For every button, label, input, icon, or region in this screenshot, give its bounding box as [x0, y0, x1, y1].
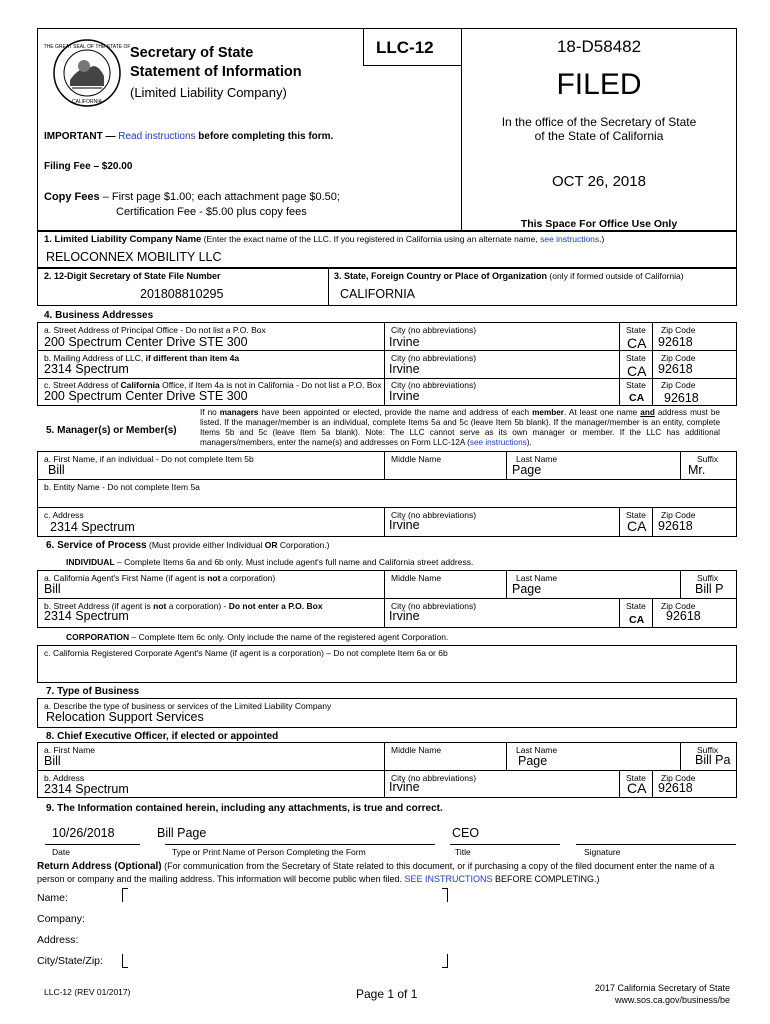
filed-stamp: FILED	[556, 68, 642, 101]
type-of-business[interactable]: Relocation Support Services	[46, 710, 204, 724]
ceo-suffix[interactable]: Bill Pa	[695, 753, 731, 767]
date-caption: Date	[52, 847, 70, 857]
item5a-label: a. First Name, if an individual - Do not complete Item 5b	[44, 454, 254, 464]
return-city-label: City/State/Zip:	[37, 955, 103, 967]
manager-city[interactable]: Irvine	[389, 518, 420, 532]
mailing-city[interactable]: Irvine	[389, 362, 420, 376]
ceo-zip[interactable]: 92618	[658, 781, 693, 795]
manager-suffix[interactable]: Mr.	[688, 463, 706, 477]
item3-label: 3. State, Foreign Country or Place of Organization (only if formed outside of California)	[334, 271, 684, 281]
filed-date: OCT 26, 2018	[552, 173, 646, 190]
item5-instructions: If no managers have been appointed or elected, provide the name and address of each member. At least one name and address must be listed. If the manager/member is an individual, complete Items 5a and 5c (leave Item 5b blank). If the manager/member is an entity, complete Items 5b and 5c (leave Item 5a blank). Note: The LLC cannot serve as its own manager or member. If the LLC has additional managers/members, enter the name(s) and addresses on Form LLC-12A (see instructions).	[200, 408, 720, 447]
return-name-label: Name:	[37, 892, 68, 904]
manager-street[interactable]: 2314 Spectrum	[50, 520, 135, 534]
california-office-state[interactable]: CA	[629, 392, 645, 404]
principal-city[interactable]: Irvine	[389, 335, 420, 349]
item4-label: 4. Business Addresses	[44, 310, 154, 321]
mailing-zip[interactable]: 92618	[658, 362, 693, 376]
certification-fee: Certification Fee - $5.00 plus copy fees	[116, 206, 307, 218]
form-revision: LLC-12 (REV 01/2017)	[44, 987, 131, 997]
signer-title[interactable]: CEO	[452, 826, 480, 840]
return-company-label: Company:	[37, 913, 85, 925]
return-address-field[interactable]	[122, 888, 448, 968]
state-seal-icon	[43, 36, 131, 110]
item6a-label: a. California Agent's First Name (if agent is not a corporation)	[44, 573, 276, 583]
item8b-label: b. Address	[44, 773, 85, 783]
california-office-zip[interactable]: 92618	[664, 391, 699, 405]
page-number: Page 1 of 1	[356, 987, 418, 1001]
return-address-note: Return Address (Optional) (For communication from the Secretary of State related to this document, or if purchasing a copy of the filed document enter the name of a person or company and the mailing address. This information will become public when filed. SEE INSTRUCTIONS BEFORE COMPLETING.)	[37, 861, 715, 884]
item5b-label: b. Entity Name - Do not complete Item 5a	[44, 482, 200, 492]
llc-name[interactable]: RELOCONNEX MOBILITY LLC	[46, 250, 222, 264]
principal-zip[interactable]: 92618	[658, 335, 693, 349]
return-address-label: Address:	[37, 934, 79, 946]
item1-instructions-link[interactable]: see instructions	[540, 234, 600, 244]
footer-url: www.sos.ca.gov/business/be	[614, 995, 730, 1005]
copyright: 2017 California Secretary of State	[594, 983, 730, 993]
filing-fee: Filing Fee – $20.00	[44, 161, 133, 172]
item1-label: 1. Limited Liability Company Name (Enter the exact name of the LLC. If you registered in California using an alternate name, see instructions.)	[44, 234, 605, 245]
important-note: IMPORTANT — Read instructions before completing this form.	[44, 131, 334, 142]
mailing-state[interactable]: CA	[627, 363, 647, 379]
signer-name[interactable]: Bill Page	[157, 826, 207, 840]
principal-state[interactable]: CA	[627, 335, 647, 351]
agent-street[interactable]: 2314 Spectrum	[44, 609, 129, 623]
title-line-2: Statement of Information	[130, 64, 302, 80]
item8a-label: a. First Name	[44, 745, 96, 755]
form-code: LLC-12	[376, 38, 434, 57]
sos-file-number[interactable]: 201808810295	[140, 287, 224, 301]
agent-zip[interactable]: 92618	[666, 609, 701, 623]
signing-date[interactable]: 10/26/2018	[52, 826, 115, 840]
item4c-label: c. Street Address of California Office, if Item 4a is not in California - Do not list a P.O. Box	[44, 380, 382, 390]
item2-label: 2. 12-Digit Secretary of State File Number	[44, 271, 221, 281]
mailing-street[interactable]: 2314 Spectrum	[44, 362, 129, 376]
agent-suffix[interactable]: Bill P	[695, 582, 724, 596]
ceo-state[interactable]: CA	[627, 780, 647, 796]
agent-city[interactable]: Irvine	[389, 609, 420, 623]
manager-state[interactable]: CA	[627, 518, 647, 534]
read-instructions-link[interactable]: Read instructions	[118, 131, 196, 142]
item9-label: 9. The Information contained herein, including any attachments, is true and correct.	[46, 803, 443, 814]
ceo-first-name[interactable]: Bill	[44, 754, 61, 768]
item5-label: 5. Manager(s) or Member(s)	[46, 425, 177, 436]
california-office-city[interactable]: Irvine	[389, 389, 420, 403]
office-use-note: This Space For Office Use Only	[520, 218, 678, 230]
item6-individual-note: INDIVIDUAL – Complete Items 6a and 6b only. Must include agent's full name and California street address.	[66, 557, 474, 567]
see-instructions-link[interactable]: SEE INSTRUCTIONS	[404, 874, 493, 884]
item8-label: 8. Chief Executive Officer, if elected or appointed	[46, 731, 279, 742]
ceo-city[interactable]: Irvine	[389, 780, 420, 794]
ceo-street[interactable]: 2314 Spectrum	[44, 782, 129, 796]
signature-caption: Signature	[584, 847, 621, 857]
manager-zip[interactable]: 92618	[658, 519, 693, 533]
manager-last-name[interactable]: Page	[512, 463, 542, 477]
copy-fees: Copy Fees – First page $1.00; each attachment page $0.50;	[44, 191, 340, 203]
agent-state[interactable]: CA	[629, 614, 645, 626]
seal-text-top: THE GREAT SEAL OF THE STATE OF	[43, 44, 131, 50]
agent-first-name[interactable]: Bill	[44, 582, 61, 596]
seal-text-bottom: CALIFORNIA	[71, 99, 103, 105]
agent-last-name[interactable]: Page	[512, 582, 542, 596]
title-line-3: (Limited Liability Company)	[130, 85, 287, 100]
name-caption: Type or Print Name of Person Completing the Form	[172, 847, 366, 857]
place-of-organization[interactable]: CALIFORNIA	[340, 287, 416, 301]
manager-first-name[interactable]: Bill	[48, 463, 65, 477]
item4a-label: a. Street Address of Principal Office - Do not list a P.O. Box	[44, 325, 266, 335]
office-line-2: of the State of California	[534, 129, 664, 143]
principal-street[interactable]: 200 Spectrum Center Drive STE 300	[44, 335, 248, 349]
item6b-label: b. Street Address (if agent is not a corporation) - Do not enter a P.O. Box	[44, 601, 323, 611]
item5-instructions-link[interactable]: see instructions	[469, 438, 527, 447]
ceo-last-name[interactable]: Page	[518, 754, 548, 768]
item6-corporation-note: CORPORATION – Complete Item 6c only. Only include the name of the registered agent Corporation.	[66, 632, 449, 642]
item7-label: 7. Type of Business	[46, 686, 140, 697]
file-number: 18-D58482	[556, 37, 642, 56]
item7a-label: a. Describe the type of business or services of the Limited Liability Company	[44, 701, 332, 711]
office-line-1: In the office of the Secretary of State	[501, 115, 697, 129]
title-line-1: Secretary of State	[130, 45, 254, 61]
item5c-label: c. Address	[44, 510, 84, 520]
item4b-label: b. Mailing Address of LLC, if different than item 4a	[44, 353, 240, 363]
item6-label: 6. Service of Process (Must provide either Individual OR Corporation.)	[46, 540, 330, 551]
title-caption: Title	[455, 847, 471, 857]
item6c-label: c. California Registered Corporate Agent's Name (if agent is a corporation) – Do not complete Item 6a or 6b	[44, 648, 448, 658]
california-office-street[interactable]: 200 Spectrum Center Drive STE 300	[44, 389, 248, 403]
